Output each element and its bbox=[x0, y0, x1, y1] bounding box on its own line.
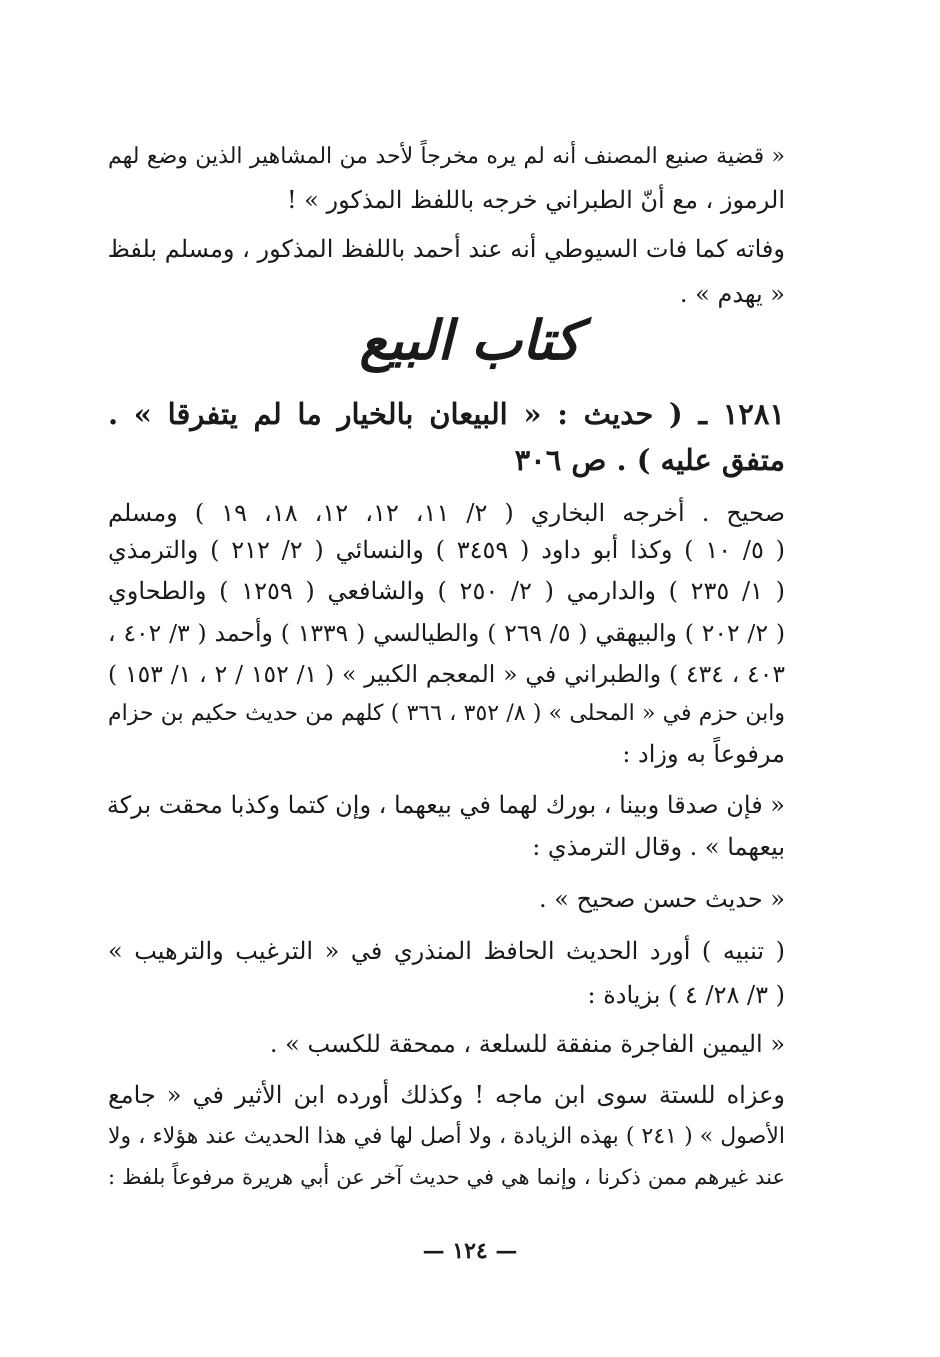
tirmidhi-verdict: « حديث حسن صحيح » . bbox=[539, 885, 785, 913]
takhrij-line-6: وابن حزم في « المحلى » ( ٨/ ٣٥٢ ، ٣٦٦ ) كلهم من حديث حكيم بن حزام bbox=[108, 701, 785, 726]
yamin-quote: « اليمين الفاجرة منفقة للسلعة ، ممحقة للكسب » . bbox=[269, 1030, 785, 1058]
conclusion-line-1: وعزاه للستة سوى ابن ماجه ! وكذلك أورده ابن الأثير في « جامع bbox=[108, 1081, 785, 1109]
book-title: كتاب البيع bbox=[359, 308, 581, 372]
intro-line-3: وفاته كما فات السيوطي أنه عند أحمد باللفظ المذكور ، ومسلم بلفظ bbox=[107, 235, 785, 263]
intro-line-2: الرموز ، مع أنّ الطبراني خرجه باللفظ المذكور » ! bbox=[286, 186, 785, 214]
hadith-heading-line-1: ١٢٨١ ـ ( حديث : « البيعان بالخيار ما لم يتفرقا » . bbox=[108, 397, 785, 431]
takhrij-line-3: ( ١/ ٢٣٥ ) والدارمي ( ٢/ ٢٥٠ ) والشافعي ( ١٢٥٩ ) والطحاوي bbox=[108, 577, 786, 605]
takhrij-line-7: مرفوعاً به وزاد : bbox=[622, 740, 785, 768]
takhrij-line-1: صحيح . أخرجه البخاري ( ٢/ ١١، ١٢، ١٢، ١٨، ١٩ ) ومسلم bbox=[108, 499, 786, 527]
note-line-1: ( تنبيه ) أورد الحديث الحافظ المنذري في « الترغيب والترهيب » bbox=[108, 937, 785, 965]
addition-line-2: بيعهما » . وقال الترمذي : bbox=[532, 833, 785, 861]
conclusion-line-3: عند غيرهم ممن ذكرنا ، وإنما هي في حديث آخر عن أبي هريرة مرفوعاً بلفظ : bbox=[108, 1165, 785, 1189]
takhrij-line-2: ( ٥/ ١٠ ) وكذا أبو داود ( ٣٤٥٩ ) والنسائي ( ٢/ ٢١٢ ) والترمذي bbox=[108, 536, 786, 564]
takhrij-line-4: ( ٢/ ٢٠٢ ) والبيهقي ( ٥/ ٢٦٩ ) والطيالسي ( ١٣٣٩ ) وأحمد ( ٣/ ٤٠٢ ، bbox=[108, 619, 785, 647]
intro-line-1: « قضية صنيع المصنف أنه لم يره مخرجاً لأحد من المشاهير الذين وضع لهم bbox=[108, 144, 785, 169]
page-number: — ١٢٤ — bbox=[422, 1238, 518, 1264]
intro-line-4: « يهدم » . bbox=[679, 280, 785, 308]
note-line-2: ( ٣/ ٢٨/ ٤ ) بزيادة : bbox=[587, 981, 785, 1009]
conclusion-line-2: الأصول » ( ٢٤١ ) بهذه الزيادة ، ولا أصل لها في هذا الحديث عند هؤلاء ، ولا bbox=[108, 1124, 785, 1149]
takhrij-line-5: ٤٠٣ ، ٤٣٤ ) والطبراني في « المعجم الكبير » ( ١/ ١٥٢ / ٢ ، ١/ ١٥٣ ) bbox=[108, 660, 786, 688]
addition-line-1: « فإن صدقا وبينا ، بورك لهما في بيعهما ، وإن كتما وكذبا محقت بركة bbox=[106, 791, 785, 819]
hadith-heading-line-2: متفق عليه ) . ص ٣٠٦ bbox=[514, 443, 785, 477]
